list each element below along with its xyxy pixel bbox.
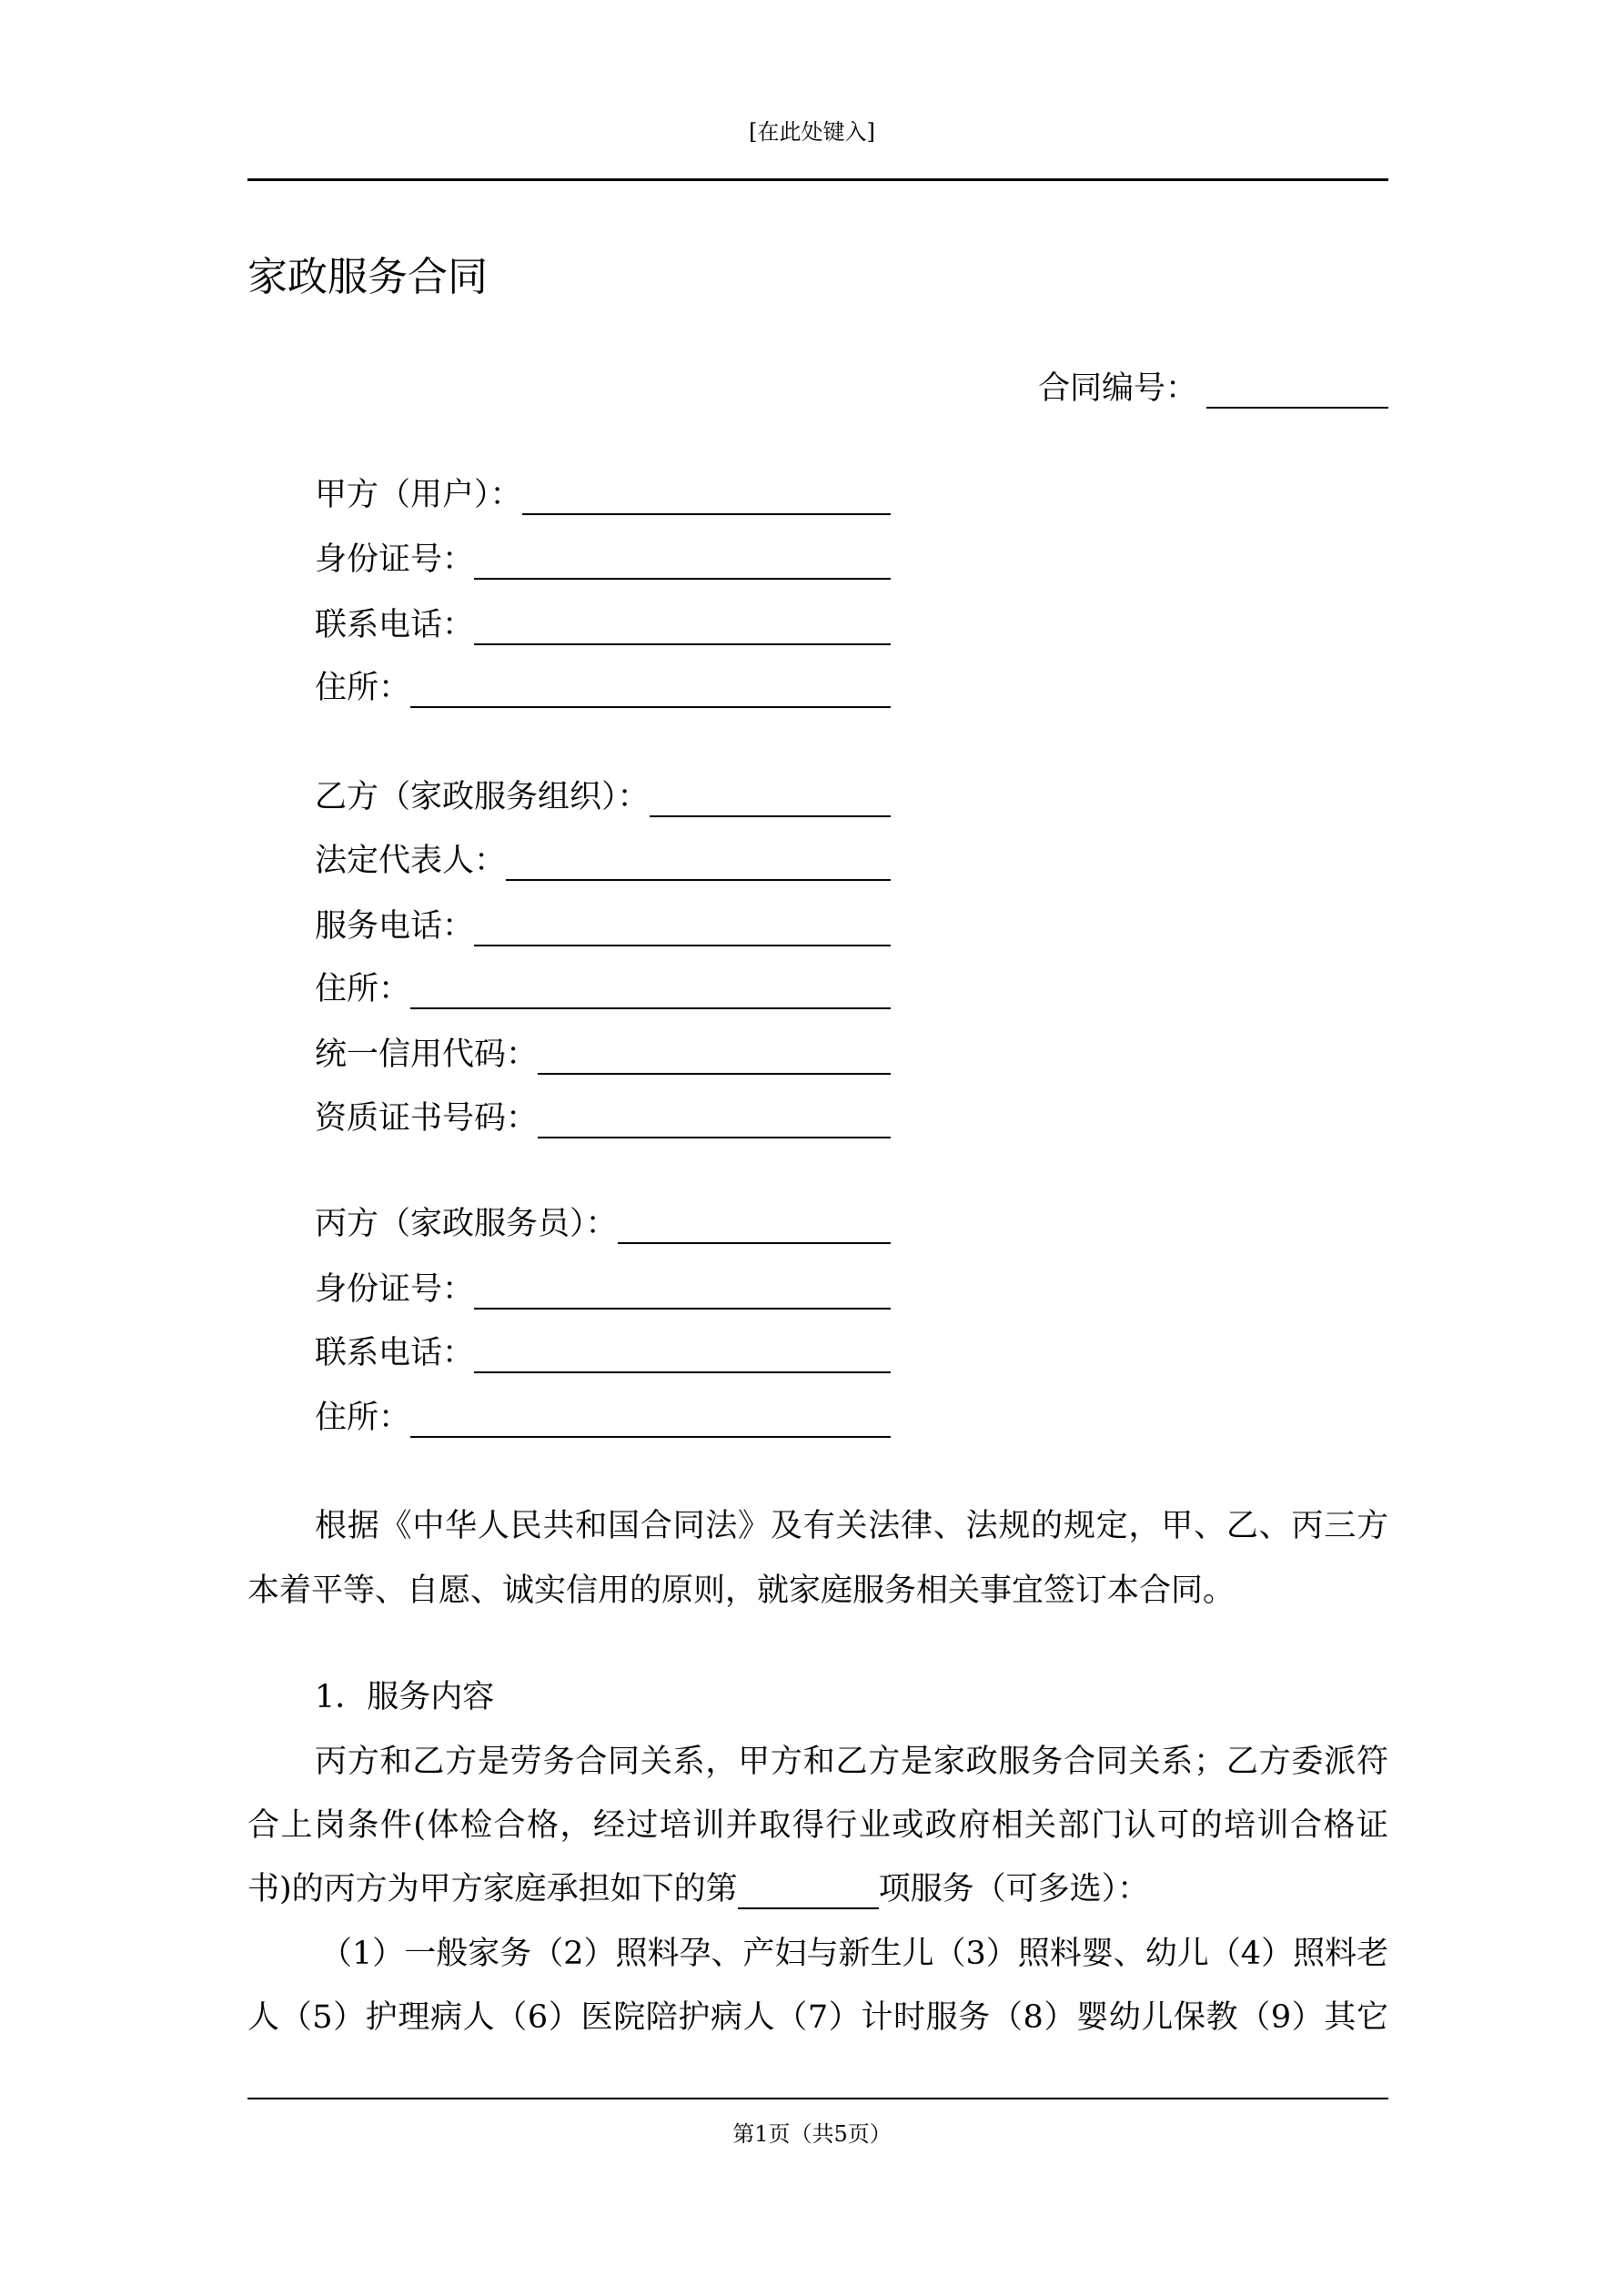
field-label: 法定代表人： xyxy=(315,843,507,879)
field-blank[interactable] xyxy=(474,1275,891,1310)
field-label: 统一信用代码： xyxy=(315,1037,539,1073)
field-label: 住所： xyxy=(315,670,411,706)
document-title: 家政服务合同 xyxy=(247,254,488,300)
party-c-address-field[interactable] xyxy=(315,1398,891,1438)
preamble-line: 本着平等、自愿、诚实信用的原则，就家庭服务相关事宜签订本合同。 xyxy=(247,1573,1236,1609)
field-blank[interactable] xyxy=(474,611,891,645)
field-blank[interactable] xyxy=(410,673,891,708)
field-blank[interactable] xyxy=(474,545,891,580)
party-c-id-field[interactable] xyxy=(315,1269,891,1310)
party-a-name-field[interactable] xyxy=(315,475,891,515)
party-a-id-field[interactable] xyxy=(315,540,891,580)
section-paragraph-line: 合上岗条件(体检合格，经过培训并取得行业或政府相关部门认可的培训合格证 xyxy=(247,1807,1388,1844)
field-label: 乙方（家政服务组织）： xyxy=(315,779,650,815)
party-a-phone-field[interactable] xyxy=(315,605,891,645)
party-a-address-field[interactable] xyxy=(315,668,891,708)
preamble-line: 根据《中华人民共和国合同法》及有关法律、法规的规定，甲、乙、丙三方 xyxy=(315,1508,1388,1544)
field-label: 身份证号： xyxy=(315,1271,475,1308)
header-divider xyxy=(247,178,1388,181)
field-label: 服务电话： xyxy=(315,908,475,945)
section-paragraph-line: 丙方和乙方是劳务合同关系，甲方和乙方是家政服务合同关系；乙方委派符 xyxy=(315,1744,1388,1780)
service-selection-line xyxy=(247,1869,1388,1909)
field-label: 联系电话： xyxy=(315,1335,475,1371)
service-options-line: 人（5）护理病人（6）医院陪护病人（7）计时服务（8）婴幼儿保教（9）其它 xyxy=(247,1999,1388,2036)
field-label: 住所： xyxy=(315,971,411,1007)
party-b-credit-code-field[interactable] xyxy=(315,1035,891,1075)
party-c-phone-field[interactable] xyxy=(315,1333,891,1373)
field-label: 身份证号： xyxy=(315,541,475,578)
field-blank[interactable] xyxy=(410,1403,891,1438)
party-b-name-field[interactable] xyxy=(315,777,891,817)
header-placeholder[interactable]: [在此处键入] xyxy=(749,119,875,145)
text: 项服务（可多选）： xyxy=(878,1871,1150,1907)
party-b-address-field[interactable] xyxy=(315,969,891,1009)
field-label: 住所： xyxy=(315,1400,411,1436)
party-b-representative-field[interactable] xyxy=(315,841,891,881)
field-blank[interactable] xyxy=(650,783,891,817)
contract-number-blank[interactable] xyxy=(1206,374,1388,409)
field-blank[interactable] xyxy=(522,480,891,515)
field-label: 资质证书号码： xyxy=(315,1100,539,1137)
field-label: 丙方（家政服务员）： xyxy=(315,1206,618,1242)
contract-number-field[interactable] xyxy=(1038,369,1388,409)
service-options-line: （1）一般家务（2）照料孕、产妇与新生儿（3）照料婴、幼儿（4）照料老 xyxy=(320,1936,1389,1972)
field-blank[interactable] xyxy=(506,846,891,881)
field-blank[interactable] xyxy=(474,912,891,946)
party-c-name-field[interactable] xyxy=(315,1204,891,1244)
section-heading: 1．服务内容 xyxy=(315,1679,495,1715)
service-number-blank[interactable] xyxy=(738,1876,879,1909)
field-blank[interactable] xyxy=(474,1339,891,1373)
field-blank[interactable] xyxy=(410,975,891,1009)
contract-number-label: 合同编号： xyxy=(1037,370,1197,407)
text: 书)的丙方为甲方家庭承担如下的第 xyxy=(247,1871,738,1907)
field-label: 甲方（用户）： xyxy=(315,477,522,513)
field-blank[interactable] xyxy=(618,1209,891,1244)
field-blank[interactable] xyxy=(538,1104,891,1138)
footer-divider xyxy=(247,2098,1388,2099)
party-b-phone-field[interactable] xyxy=(315,906,891,946)
field-blank[interactable] xyxy=(538,1040,891,1075)
field-label: 联系电话： xyxy=(315,607,475,643)
party-b-certificate-field[interactable] xyxy=(315,1098,891,1138)
page-number: 第1页（共5页） xyxy=(732,2121,892,2147)
